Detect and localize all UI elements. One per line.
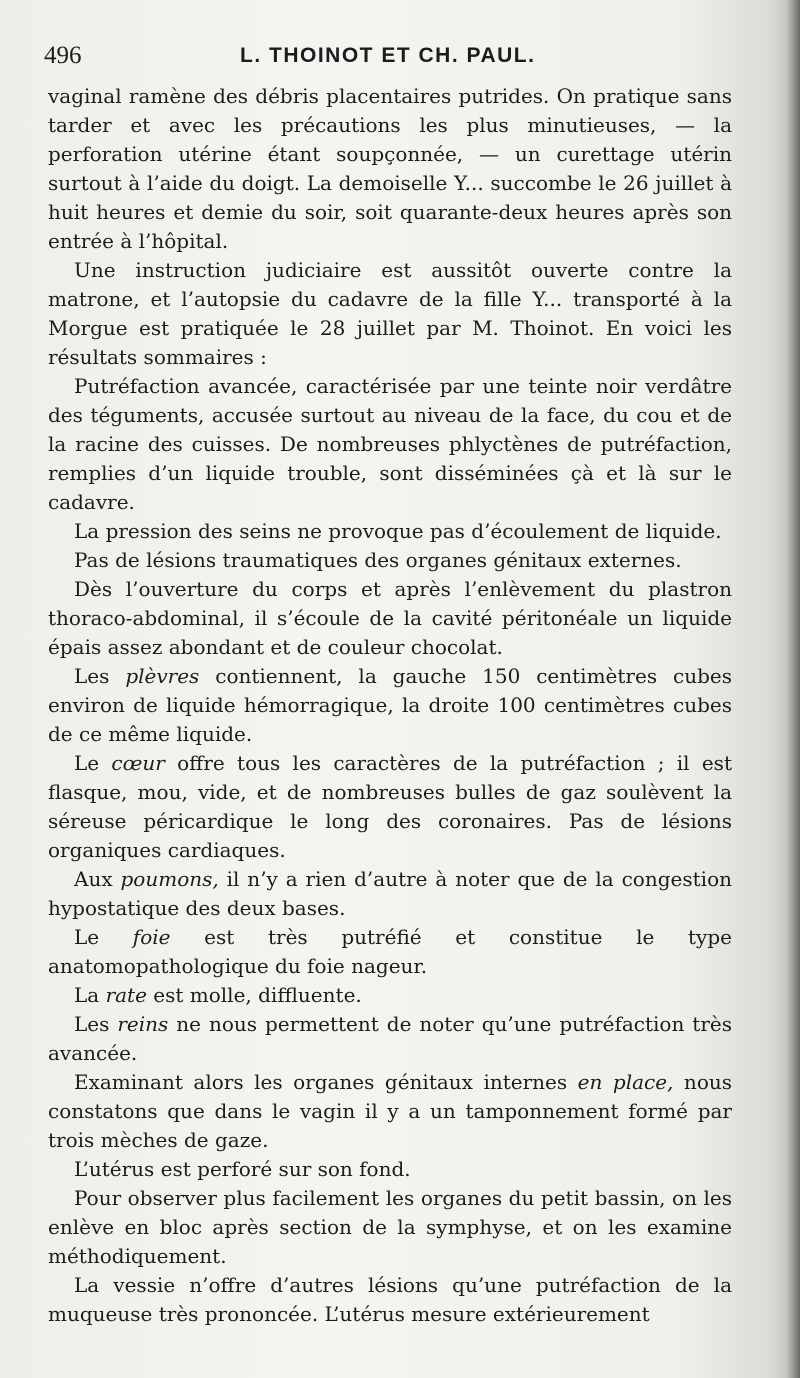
paragraph [48, 546, 732, 575]
text-run: Le [74, 751, 112, 775]
text-run: Les [74, 664, 126, 688]
paragraph [48, 82, 732, 256]
italic-term: plèvres [125, 664, 200, 688]
text-run: La [74, 983, 106, 1007]
text-run: Pas de lésions traumatiques des organes génitaux externes. [74, 548, 682, 572]
paragraph [48, 1155, 732, 1184]
text-run: offre tous les caractères de la putréfaction ; il est flasque, mou, vide, et de nombreuses bulles de gaz soulèvent la séreuse péricardique le long des coronaires. Pas de lésions organiques cardiaques. [48, 751, 732, 862]
text-run: ne nous permettent de noter qu’une putréfaction très avancée. [48, 1012, 732, 1065]
text-run: Putréfaction avancée, caractérisée par une teinte noir verdâtre des téguments, accusée surtout au niveau de la face, du cou et de la racine des cuisses. De nombreuses phlyctènes de putréfaction, remplies d’un liquide trouble, sont disséminées çà et là sur le cadavre. [48, 374, 732, 514]
paragraph [48, 1271, 732, 1329]
page-edge-shadow [786, 0, 800, 1378]
paragraph [48, 865, 732, 923]
page-number: 496 [44, 42, 82, 69]
paragraph [48, 981, 732, 1010]
paragraph [48, 749, 732, 865]
text-run: il n’y a rien d’autre à noter que de la congestion hypostatique des deux bases. [48, 867, 732, 920]
text-run: Les [74, 1012, 118, 1036]
text-run: nous constatons que dans le vagin il y a un tamponnement formé par trois mèches de gaze. [48, 1070, 732, 1152]
text-run: L’utérus est perforé sur son fond. [74, 1157, 411, 1181]
text-run: Dès l’ouverture du corps et après l’enlèvement du plastron thoraco-abdominal, il s’écoule de la cavité péritonéale un liquide épais assez abondant et de couleur chocolat. [48, 577, 732, 659]
text-run: est molle, diffluente. [146, 983, 362, 1007]
text-run: La vessie n’offre d’autres lésions qu’une putréfaction de la muqueuse très prononcée. L’utérus mesure extérieurement [48, 1273, 732, 1326]
text-run: est très putréfié et constitue le type anatomopathologique du foie nageur. [48, 925, 732, 978]
italic-term: en place, [577, 1070, 674, 1094]
text-run: Aux [74, 867, 121, 891]
italic-term: reins [117, 1012, 169, 1036]
text-run: Le [74, 925, 133, 949]
italic-term: foie [132, 925, 171, 949]
paragraph [48, 517, 732, 546]
page-header [44, 40, 734, 80]
text-run: Une instruction judiciaire est aussitôt ouverte contre la matrone, et l’autopsie du cadavre de la fille Y... transporté à la Morgue est pratiquée le 28 juillet par M. Thoinot. En voici les résultats sommaires : [48, 258, 732, 369]
paragraph [48, 1010, 732, 1068]
paragraph [48, 923, 732, 981]
text-run: contiennent, la gauche 150 centimètres cubes environ de liquide hémorragique, la droite 100 centimètres cubes de ce même liquide. [48, 664, 732, 746]
running-title: L. THOINOT ET CH. PAUL. [240, 44, 536, 67]
text-run: vaginal ramène des débris placentaires putrides. On pratique sans tarder et avec les précautions les plus minutieuses, — la perforation utérine étant soupçonnée, — un curettage utérin surtout à l’aide du doigt. La demoiselle Y... succombe le 26 juillet à huit heures et demie du soir, soit quarante-deux heures après son entrée à l’hôpital. [48, 84, 732, 253]
italic-term: poumons, [120, 867, 219, 891]
paragraph [48, 1184, 732, 1271]
text-run: Examinant alors les organes génitaux internes [74, 1070, 578, 1094]
italic-term: cœur [111, 751, 165, 775]
paragraph [48, 662, 732, 749]
italic-term: rate [105, 983, 147, 1007]
text-run: La pression des seins ne provoque pas d’écoulement de liquide. [74, 519, 722, 543]
paragraph [48, 372, 732, 517]
body-text [48, 82, 732, 1329]
text-run: Pour observer plus facilement les organes du petit bassin, on les enlève en bloc après section de la symphyse, et on les examine méthodiquement. [48, 1186, 732, 1268]
paragraph [48, 256, 732, 372]
paragraph [48, 575, 732, 662]
paragraph [48, 1068, 732, 1155]
